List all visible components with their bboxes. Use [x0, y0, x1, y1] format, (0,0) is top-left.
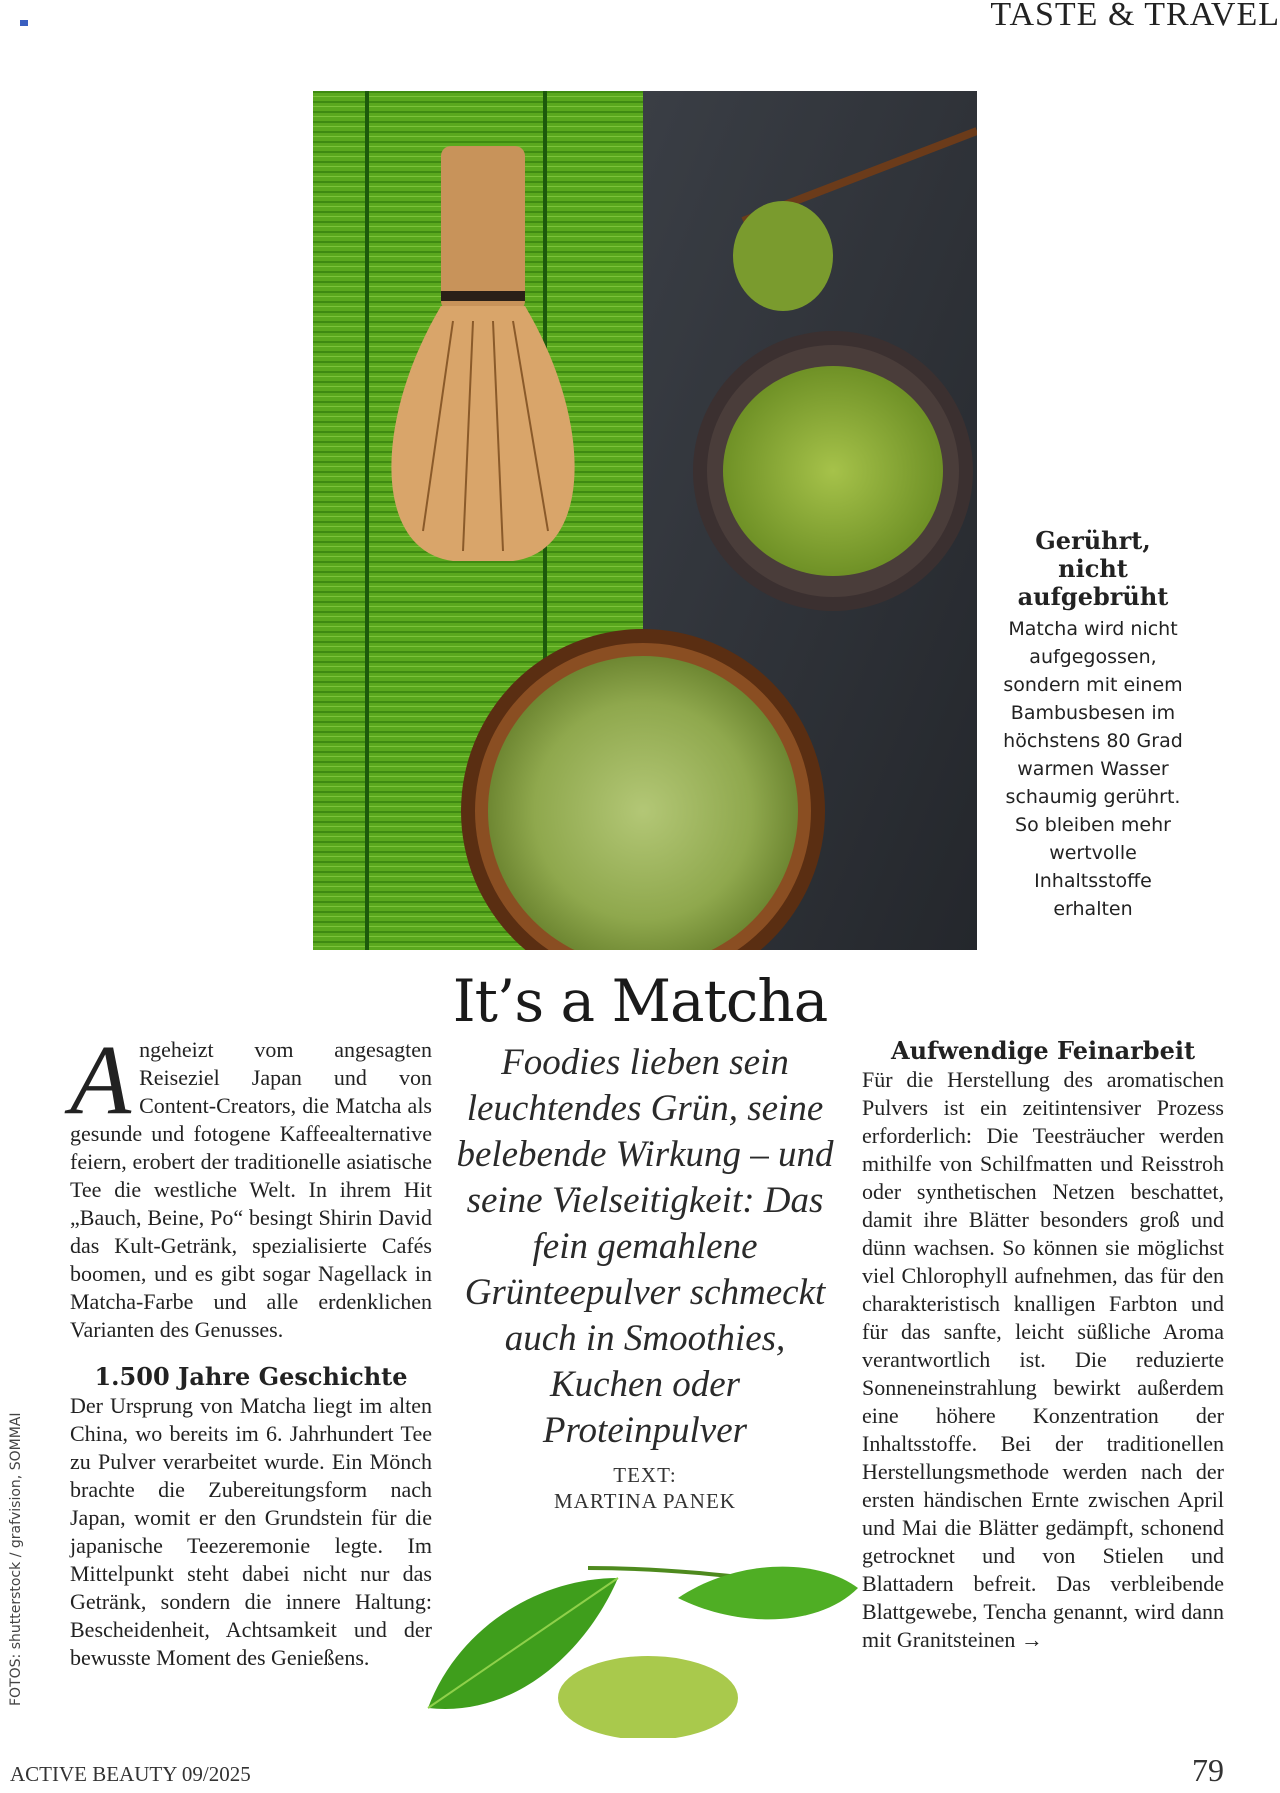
matcha-photo	[313, 91, 977, 950]
byline-label: TEXT:	[613, 1463, 677, 1487]
powder-dish	[693, 331, 973, 611]
photo-caption	[1000, 527, 1186, 923]
intro-text: ngeheizt vom angesagten Reiseziel Japan und von Content-Creators, die Matcha als gesunde und fotogene Kaffeealternative feiern, erobert der traditionelle asiatische Tee die westliche Welt. In ihrem Hit „Bauch, Beine, Po“ besingt Shirin David das Kult-Getränk, spezialisierte Cafés boomen, und es gibt sogar Nagellack in Matcha-Farbe und alle erdenklichen Varianten des Genusses.	[70, 1037, 432, 1342]
photo-credit: FOTOS: shutterstock / grafvision, SOMMAI	[8, 1412, 24, 1706]
intro-paragraph	[70, 1024, 432, 1344]
caption-title: Gerührt, nicht aufgebrüht	[1017, 526, 1169, 611]
article-column-left	[70, 1024, 432, 1672]
section-history-title: 1.500 Jahre Geschichte	[94, 1362, 408, 1391]
corner-mark	[20, 20, 28, 26]
page-number: 79	[1192, 1752, 1224, 1788]
caption-text: Matcha wird nicht aufgegossen, sondern mit einem Bambusbesen im höchstens 80 Grad warmen Wasser schaumig gerührt. So bleiben mehr wertvolle Inhaltsstoffe erhalten	[1003, 618, 1183, 920]
tea-leaves-illustration	[418, 1548, 858, 1738]
article-headline: It’s a Matcha	[452, 967, 828, 1035]
tea-leaves-image	[418, 1548, 858, 1738]
matcha-powder-pile	[558, 1656, 738, 1738]
article-subheadline: Foodies lieben sein leuchtendes Grün, seine belebende Wirkung – und seine Vielseitigkeit: Das fein gemahlene Grünteepulver schmeckt auch in Smoothies, Kuchen oder Proteinpulver	[456, 1042, 834, 1451]
article-byline	[500, 1462, 790, 1514]
article-column-right	[862, 1036, 1224, 1654]
section-label: TASTE & TRAVEL	[990, 0, 1280, 33]
footer-issue: ACTIVE BEAUTY 09/2025	[10, 1762, 251, 1786]
section-production-text: Für die Herstellung des aromatischen Pulvers ist ein zeitintensiver Prozess erforderlich: Die Teesträucher werden mithilfe von Schilfmatten und Reisstroh oder synthetischen Netzen beschattet, damit ihre Blätter besonders groß und dünn wachsen. So können sie möglichst viel Chlorophyll aufnehmen, das für den charakteristisch knalligen Farbton und für das sanfte, leicht süßliche Aroma verantwortlich ist. Die reduzierte Sonneneinstrahlung bewirkt außerdem eine höhere Konzentration der Inhaltsstoffe. Bei der traditionellen Herstellungsmethode werden nach der ersten händischen Ernte zwischen April und Mai die Blätter gedämpft, schonend getrocknet und von Stielen und Blattadern befreit. Das verbleibende Blattgewebe, Tencha genannt, wird dann mit Granitsteinen →	[862, 1067, 1224, 1652]
matcha-photo-illustration	[313, 91, 977, 950]
byline-name: MARTINA PANEK	[554, 1489, 736, 1513]
section-production-title: Aufwendige Feinarbeit	[890, 1036, 1196, 1065]
section-history-text: Der Ursprung von Matcha liegt im alten China, wo bereits im 6. Jahrhundert Tee zu Pulver verarbeitet wurde. Ein Mönch brachte die Zubereitungsform nach Japan, womit er den Grundstein für die japanische Teezeremonie legte. Im Mittelpunkt steht dabei nicht nur das Getränk, sondern die innere Haltung: Bescheidenheit, Achtsamkeit und der bewusste Moment des Genießens.	[70, 1393, 432, 1670]
drop-cap: A	[70, 1024, 132, 1135]
